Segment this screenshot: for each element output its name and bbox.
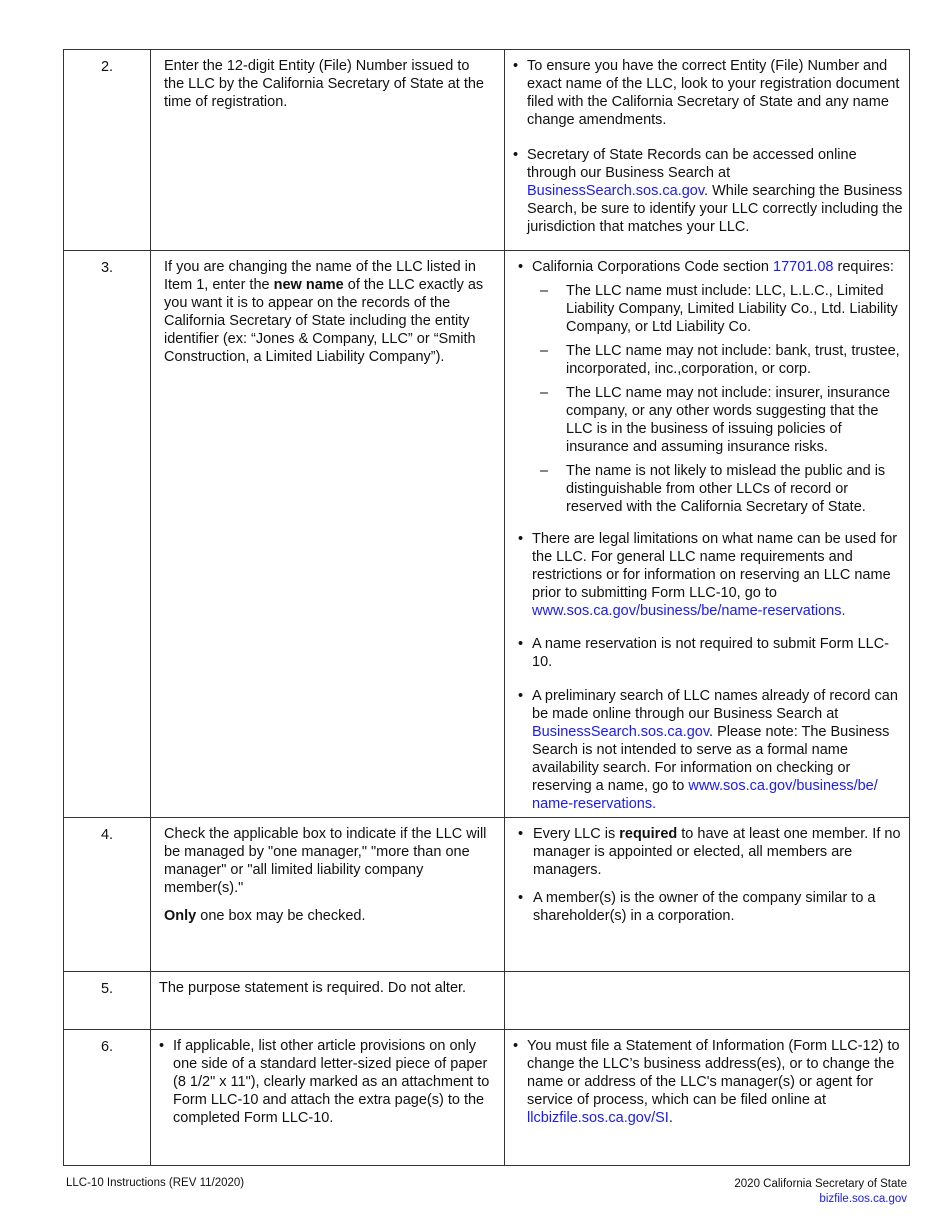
list-item: • There are legal limitations on what name can be used for the LLC. For general LLC name requirements and restrictions or for information on reserving an LLC name prior to submitting Form LLC-10, go to www.sos.ca.gov/business/be/name-reservations. [518, 530, 907, 620]
item-instruction: Check the applicable box to indicate if the LLC will be managed by "one manager," "more than one manager" or "all limited liability company member(s)." Only one box may be checked. [151, 818, 505, 972]
list-item: • A name reservation is not required to submit Form LLC-10. [518, 635, 907, 671]
business-search-link[interactable]: BusinessSearch.sos.ca.gov [527, 183, 705, 199]
bizfile-link[interactable]: bizfile.sos.ca.gov [819, 1193, 907, 1205]
item-number: 6. [64, 1030, 151, 1166]
table-row [64, 1030, 910, 1166]
item-number: 3. [64, 251, 151, 818]
name-reservations-link[interactable]: www.sos.ca.gov/business/be/ name-reservations [532, 778, 878, 812]
instructions-table [63, 49, 910, 1166]
list-item: • To ensure you have the correct Entity (File) Number and exact name of the LLC, look to your registration document filed with the California Secretary of State and any name change amendments. [513, 57, 907, 129]
list-item: – The name is not likely to mislead the public and is distinguishable from other LLCs of record or reserved with the California Secretary of State. [532, 462, 907, 516]
list-item: – The LLC name must include: LLC, L.L.C., Limited Liability Company, Limited Liability Co., Ltd. Liability Company, or Ltd Liability Co. [532, 282, 907, 336]
item-instruction: Enter the 12-digit Entity (File) Number issued to the LLC by the California Secretary of State at the time of registration. [151, 50, 505, 251]
item-instruction: If you are changing the name of the LLC listed in Item 1, enter the new name of the LLC exactly as you want it is to appear on the records of the California Secretary of State including the entity identifier (ex: “Jones & Company, LLC” or “Smith Construction, a Limited Liability Company”). [151, 251, 505, 818]
name-reservations-link[interactable]: www.sos.ca.gov/business/be/name-reservations [532, 603, 842, 619]
table-row [64, 50, 910, 251]
list-item: • A preliminary search of LLC names already of record can be made online through our Business Search at BusinessSearch.sos.ca.gov. Please note: The Business Search is not intended to serve as a formal name availability search. For information on checking or reserving a name, go to www.sos.ca.gov/business/be/ name-reservations. [518, 687, 907, 813]
sub-list [532, 282, 907, 516]
list-item: • If applicable, list other article provisions on only one side of a standard letter-sized piece of paper (8 1/2" x 11"), clearly marked as an attachment to Form LLC-10 and attach the extra page(s) to the completed Form LLC-10. [159, 1037, 492, 1127]
statement-of-information-link[interactable]: llcbizfile.sos.ca.gov/SI [527, 1110, 669, 1126]
item-instruction [151, 1030, 505, 1166]
item-number: 5. [64, 972, 151, 1030]
item-notes [505, 50, 910, 251]
item-notes [505, 1030, 910, 1166]
business-search-link[interactable]: BusinessSearch.sos.ca.gov [532, 724, 710, 740]
list-item: • Every LLC is required to have at least one member. If no manager is appointed or elected, all members are managers. [518, 825, 907, 879]
table-row [64, 818, 910, 972]
footer-copyright: 2020 California Secretary of State bizfile.sos.ca.gov [734, 1178, 907, 1205]
list-item: • You must file a Statement of Information (Form LLC-12) to change the LLC’s business address(es), or to change the name or address of the LLC's manager(s) or agent for service of process, which can be filed online at llcbizfile.sos.ca.gov/SI. [513, 1037, 907, 1127]
item-notes [505, 972, 910, 1030]
item-number: 4. [64, 818, 151, 972]
form-revision-label: LLC-10 Instructions (REV 11/2020) [66, 1177, 245, 1189]
list-item: – The LLC name may not include: bank, trust, trustee, incorporated, inc.,corporation, or corp. [532, 342, 907, 378]
item-notes [505, 818, 910, 972]
list-item: • Secretary of State Records can be accessed online through our Business Search at BusinessSearch.sos.ca.gov. While searching the Business Search, be sure to identify your LLC correctly including the jurisdiction that matches your LLC. [513, 146, 907, 236]
table-row [64, 251, 910, 818]
item-notes [505, 251, 910, 818]
list-item: • A member(s) is the owner of the company similar to a shareholder(s) in a corporation. [518, 889, 907, 925]
list-item: • California Corporations Code section 17701.08 requires: – The LLC name must include: LLC, L.L.C., Limited Liability Company, Limited Liability Co., Ltd. Liability Company, or Ltd Liability Co. – The LLC name may not include: bank, trust, trustee, incorporated, inc.,corporation, or corp. – The LLC name may not include: insurer, insurance company, or any other words suggesting that the LLC is in the business of issuing policies of insurance and assuming insurance risks. – The name is not likely to mislead the public and is distinguishable from other LLCs of record or reserved with the California Secretary of State. [518, 258, 907, 516]
item-instruction: The purpose statement is required. Do not alter. [151, 972, 505, 1030]
table-row [64, 972, 910, 1030]
corp-code-link[interactable]: 17701.08 [773, 259, 834, 275]
item-number: 2. [64, 50, 151, 251]
list-item: – The LLC name may not include: insurer, insurance company, or any other words suggesting that the LLC is in the business of issuing policies of insurance and assuming insurance risks. [532, 384, 907, 456]
